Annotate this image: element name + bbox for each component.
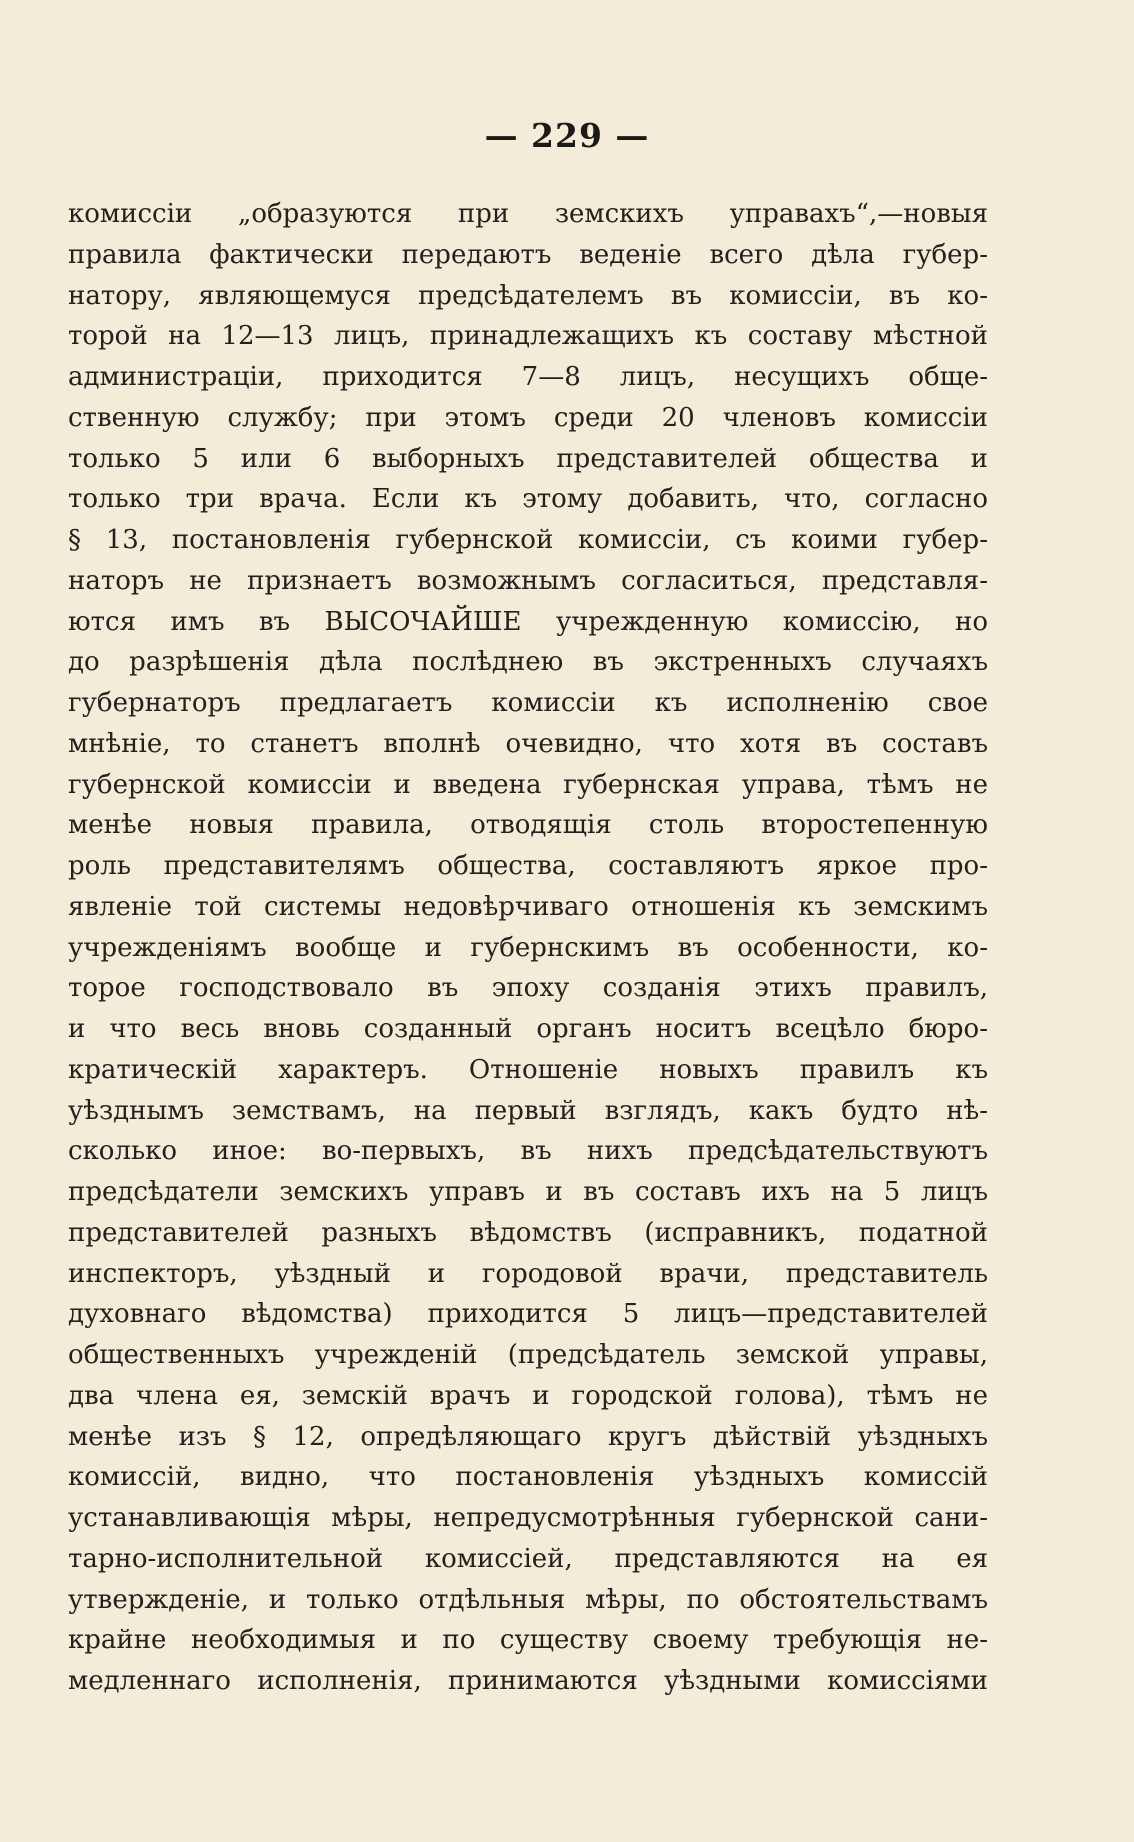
text-line: только три врача. Если къ этому добавить, что, согласно xyxy=(68,484,988,515)
text-line: тарно-исполнительной комиссіей, представляются на ея xyxy=(68,1543,988,1574)
text-line: сколько иное: во-первыхъ, въ нихъ предсѣдательствуютъ xyxy=(68,1136,988,1167)
text-line: менѣе новыя правила, отводящія столь второстепенную xyxy=(68,810,988,841)
text-line: учрежденіямъ вообще и губернскимъ въ особенности, ко- xyxy=(68,932,988,963)
text-line: до разрѣшенія дѣла послѣднею въ экстренныхъ случаяхъ xyxy=(68,647,988,678)
text-line: два члена ея, земскій врачъ и городской голова), тѣмъ не xyxy=(68,1380,988,1411)
text-line: натору, являющемуся предсѣдателемъ въ комиссіи, въ ко- xyxy=(68,280,988,311)
text-line: мнѣніе, то станетъ вполнѣ очевидно, что хотя въ составъ xyxy=(68,728,988,759)
text-line: правила фактически передаютъ веденіе всего дѣла губер- xyxy=(68,239,988,270)
text-line: наторъ не признаетъ возможнымъ согласиться, представля- xyxy=(68,565,988,596)
text-line: общественныхъ учрежденій (предсѣдатель земской управы, xyxy=(68,1340,988,1370)
body-text xyxy=(68,194,988,1702)
text-line: уѣзднымъ земствамъ, на первый взглядъ, какъ будто нѣ- xyxy=(68,1095,988,1126)
text-line: торое господствовало въ эпоху созданія этихъ правилъ, xyxy=(68,973,988,1004)
text-line: крайне необходимыя и по существу своему требующія не- xyxy=(68,1625,988,1656)
text-line: только 5 или 6 выборныхъ представителей общества и xyxy=(68,443,988,474)
text-line: комиссіи „образуются при земскихъ управахъ“,—новыя xyxy=(68,199,988,229)
text-line: инспекторъ, уѣздный и городовой врачи, представитель xyxy=(68,1258,988,1289)
text-line: устанавливающія мѣры, непредусмотрѣнныя губернской сани- xyxy=(68,1503,988,1533)
text-line: администраціи, приходится 7—8 лицъ, несущихъ обще- xyxy=(68,362,988,392)
text-line: менѣе изъ § 12, опредѣляющаго кругъ дѣйствій уѣздныхъ xyxy=(68,1421,988,1452)
text-line: явленіе той системы недовѣрчиваго отношенія къ земскимъ xyxy=(68,891,988,922)
text-line: медленнаго исполненія, принимаются уѣздными комиссіями xyxy=(68,1666,988,1696)
text-line: губернской комиссіи и введена губернская управа, тѣмъ не xyxy=(68,769,988,800)
text-line: роль представителямъ общества, составляютъ яркое про- xyxy=(68,851,988,881)
text-line: кратическій характеръ. Отношеніе новыхъ правилъ къ xyxy=(68,1054,988,1085)
text-line: утвержденіе, и только отдѣльныя мѣры, по обстоятельствамъ xyxy=(68,1584,988,1615)
text-line: губернаторъ предлагаетъ комиссіи къ исполненію свое xyxy=(68,688,988,718)
text-line: ются имъ въ ВЫСОЧАЙШЕ учрежденную комиссію, но xyxy=(68,606,988,637)
text-line: и что весь вновь созданный органъ носитъ всецѣло бюро- xyxy=(68,1014,988,1044)
text-line: комиссій, видно, что постановленія уѣздныхъ комиссій xyxy=(68,1462,988,1493)
text-line: § 13, постановленія губернской комиссіи, съ коими губер- xyxy=(68,525,988,555)
page-number: — 229 — xyxy=(484,116,650,155)
text-line: представителей разныхъ вѣдомствъ (исправникъ, податной xyxy=(68,1217,988,1248)
text-line: ственную службу; при этомъ среди 20 членовъ комиссіи xyxy=(68,402,988,433)
text-line: торой на 12—13 лицъ, принадлежащихъ къ составу мѣстной xyxy=(68,321,988,352)
text-line: предсѣдатели земскихъ управъ и въ составъ ихъ на 5 лицъ xyxy=(68,1177,988,1207)
text-line: духовнаго вѣдомства) приходится 5 лицъ—представителей xyxy=(68,1299,988,1330)
